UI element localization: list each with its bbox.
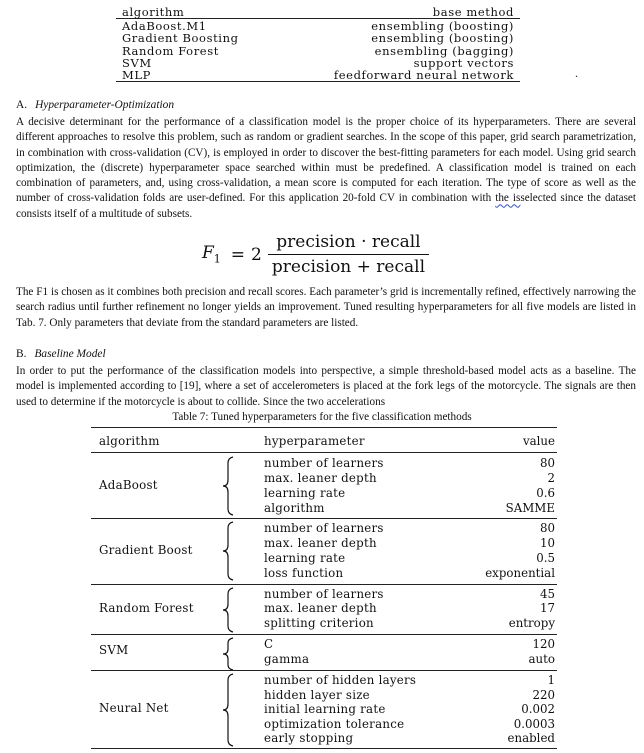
algorithms-table [116,6,520,82]
param-name: number of learners [264,587,384,601]
param-value: entropy [508,616,555,630]
param-value: 17 [539,601,555,615]
param-value: 80 [539,456,555,470]
cell-base-method: ensembling (boosting) [371,19,514,34]
cell-base-method: ensembling (boosting) [371,31,514,46]
brace-icon [222,456,236,516]
param-value: 120 [532,637,555,651]
param-value: 0.6 [536,486,555,500]
param-value: 220 [532,688,555,702]
table-row [116,45,520,57]
param-value: exponential [485,566,555,580]
param-name: C [264,637,274,651]
param-name: learning rate [264,486,346,500]
section-a-heading [16,99,174,111]
param-name: number of hidden layers [264,673,417,687]
section-a-title: Hyperparameter-Optimization [35,99,175,111]
param-value: enabled [507,731,555,745]
group-algorithm-adaboost: AdaBoost [99,478,158,492]
cell-algorithm: Random Forest [122,43,219,58]
cell-algorithm: AdaBoost.M1 [122,19,207,34]
cell-algorithm: Gradient Boosting [122,31,239,46]
param-name: max. leaner depth [264,536,377,550]
f1-formula [202,232,429,277]
f1-paragraph: The F1 is chosen as it combines both precision and recall scores. Each parameter’s grid is incrementally refined, effectively narrowing the search radius until further refinement no longer yields an improvement. Tuned resulting hyperparameters for all five models are listed in Tab. 7. Only parameters that deviate from the standard parameters are listed. [16,286,636,329]
param-name: splitting criterion [264,616,374,630]
cell-algorithm: SVM [122,55,152,70]
table-top-rule [91,427,557,428]
formula-lhs [202,243,221,265]
header-base-method: base method [432,5,514,19]
param-name: initial learning rate [264,702,386,716]
section-b-paragraph: In order to put the performance of the classification models into perspective, a simple threshold-based model acts as a baseline. The model is implemented according to [19], where a set of accelerometers is placed at the fork legs of the motorcycle. The signals are then used to determine if the motorcycle is about to collide. Since the two accelerations [16,365,636,408]
brace-icon [222,521,236,581]
param-name: optimization tolerance [264,717,405,731]
group-algorithm-random-forest: Random Forest [99,601,194,615]
param-name: loss function [264,566,344,580]
param-name: early stopping [264,731,354,745]
table-row [116,69,520,82]
spellcheck-marked-text[interactable]: the is [495,192,521,205]
formula-f: F [202,243,214,264]
cell-base-method: feedforward neural network [333,68,514,83]
brace-icon [222,587,236,633]
table-caption: Table 7: Tuned hyperparameters for the five classification methods [172,411,472,423]
table-header-rule [91,452,557,453]
paragraph-text: A decisive determinant for the performance of a classification model is the proper choice of its hyperparameters. There are several different approaches to resolve this problem, such as random or gradient searches. In the scope of this paper, grid search parametrization, in combination with cross-validation (CV), is employed in order to discover the best-fitting parameters for each model. Using grid search optimization, the (discrete) hyperparameter space searched within must be predefined. A classification model is trained on each combination of parameters, and, using cross-validation, a mean score is computed for each iteration. The type of score as well as the number of cross-validation folds are user-defined. For this application 20-fold CV in combination with [16,116,636,205]
group-rule [91,634,557,635]
hyperparameter-table [91,427,557,749]
header-algorithm: algorithm [99,434,160,448]
stray-mark: . [575,66,578,80]
group-algorithm-neural-net: Neural Net [99,701,169,715]
header-value: value [522,434,555,448]
group-rule [91,670,557,671]
param-value: 0.002 [521,702,555,716]
param-name: number of learners [264,521,384,535]
group-algorithm-svm: SVM [99,643,129,657]
brace-icon [222,637,236,671]
param-name: max. leaner depth [264,601,377,615]
table-bottom-rule [91,748,557,749]
paragraph-text-end: selected since the dataset consists itself of a multitude of subsets. [16,192,636,220]
header-algorithm: algorithm [122,5,185,19]
formula-numerator: precision · recall [276,232,421,252]
formula-fraction [268,232,429,277]
param-name: number of learners [264,456,384,470]
section-b-heading [16,348,106,360]
formula-denominator: precision + recall [271,257,426,277]
param-value: 0.0003 [513,717,555,731]
formula-equals: = [230,244,246,265]
param-name: learning rate [264,551,346,565]
section-a-number: A. [16,99,28,111]
param-name: gamma [264,652,310,666]
cell-algorithm: MLP [122,68,151,83]
param-value: 45 [539,587,555,601]
param-value: 10 [539,536,555,550]
param-value: 1 [547,673,555,687]
param-value: 0.5 [536,551,555,565]
section-b-title: Baseline Model [34,348,106,360]
group-algorithm-gradient-boost: Gradient Boost [99,543,193,557]
param-value: 80 [539,521,555,535]
group-rule [91,584,557,585]
algorithms-table-header [116,6,520,19]
group-rule [91,518,557,519]
brace-icon [222,673,236,747]
param-name: max. leaner depth [264,471,377,485]
param-name: hidden layer size [264,688,370,702]
section-b-number: B. [16,348,27,360]
header-hyperparameter: hyperparameter [264,434,365,448]
cell-base-method: ensembling (bagging) [374,43,514,58]
formula-factor: 2 [251,244,262,265]
table-row [116,32,520,44]
section-a-paragraph [16,115,636,222]
cell-base-method: support vectors [413,55,514,70]
param-value: 2 [547,471,555,485]
formula-subscript: 1 [213,252,221,266]
param-name: algorithm [264,501,325,515]
param-value: auto [528,652,555,666]
param-value: SAMME [505,501,555,515]
